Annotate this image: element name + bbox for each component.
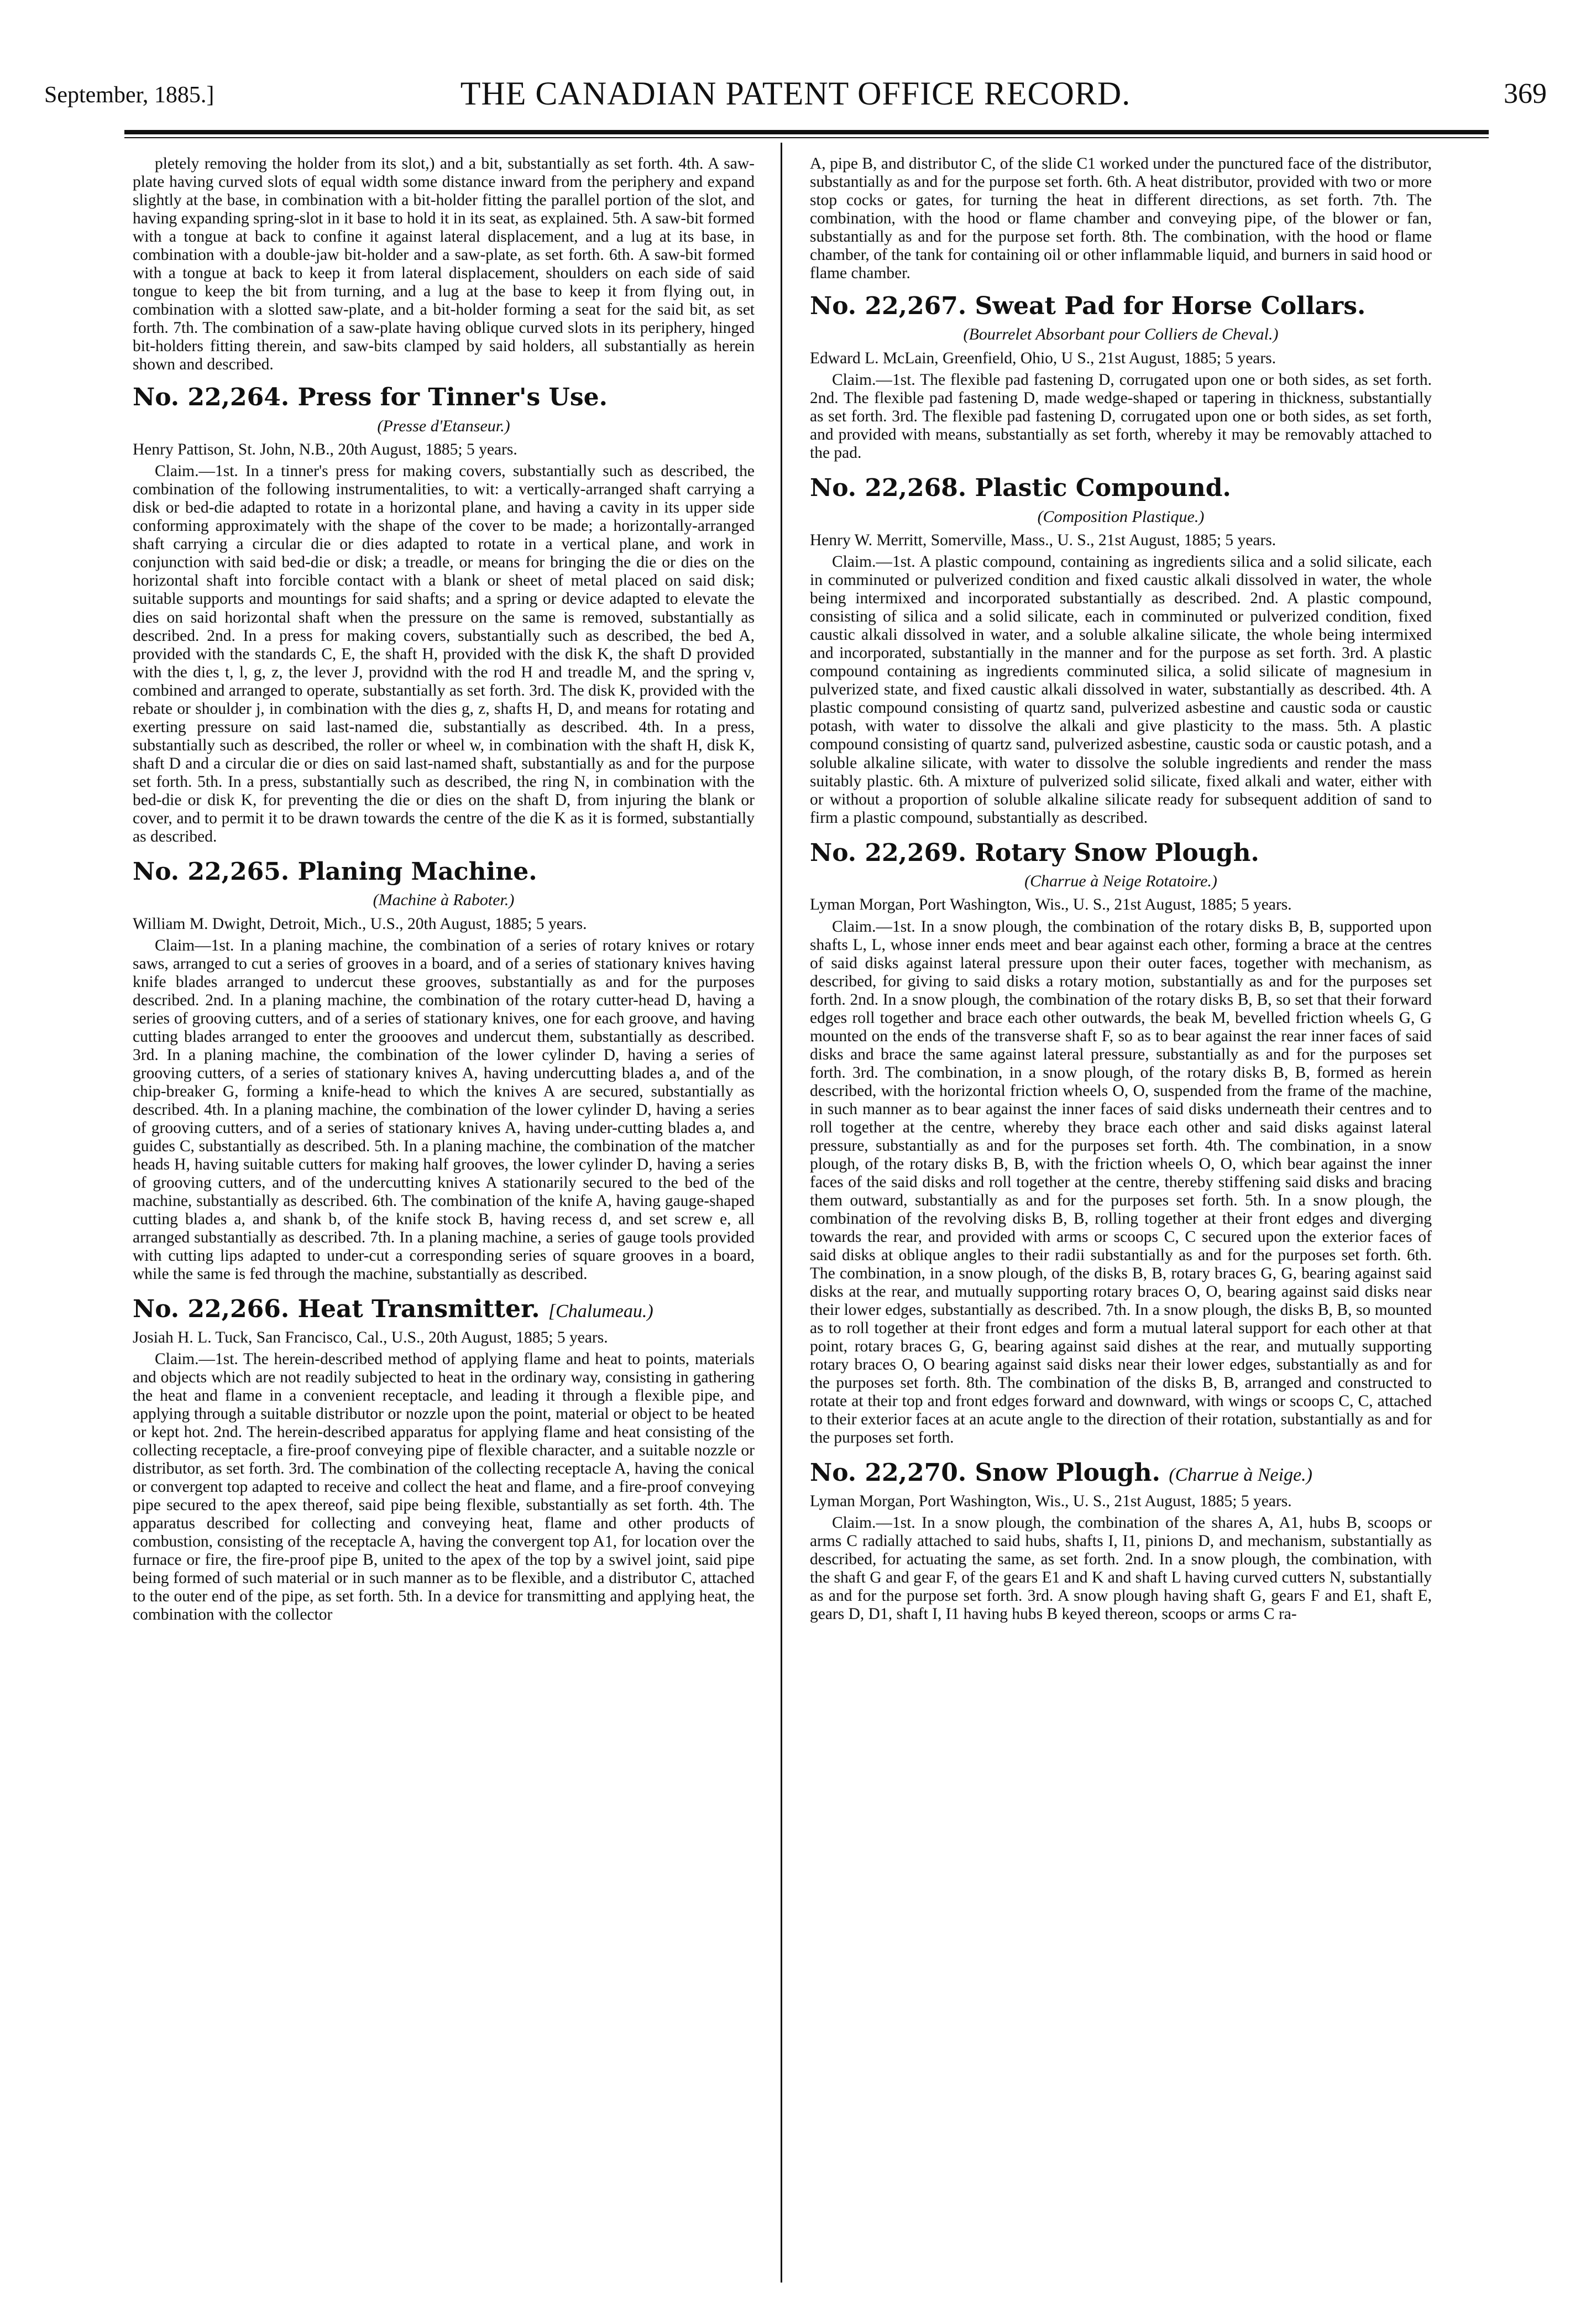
french-title: [Chalumeau.): [548, 1301, 653, 1322]
page-number: 369: [1504, 78, 1547, 109]
claim-text: Claim—1st. In a planing machine, the combination of a series of rotary knives or rotary saws, arranged to cut a series of grooves in a board, and of a series of stationary knives having knife blades arranged to undercut these grooves, substantially as and for the purposes described. 2nd. In a planing machine, the combination of the rotary cutter-head D, having a series of grooving cutters, and of a series of stationary knives, one for each groove, and having cutting blades arranged to enter the groooves and undercut them, substantially as described. 3rd. In a planing machine, the combination of the lower cylinder D, having a series of grooving cutters, of a series of stationary knives A, having undercutting blades a, and of the chip-breaker G, forming a knife-head to which the knives A are secured, substantially as described. 4th. In a planing machine, the combination of the lower cylinder D, having a series of grooving cutters, and of a series of stationary knives A, having under-cutting blades a, and guides C, substantially as described. 5th. In a planing machine, the combination of the matcher heads H, having suitable cutters for making half grooves, the lower cylinder D, having a series of grooving cutters, and of the undercutting knives A stationarily secured to the bed of the machine, substantially as described. 6th. The combination of the knife A, having gauge-shaped cutting blades a, and shank b, of the knife stock B, having recess d, and set screw e, all arranged substantially as described. 7th. In a planing machine, a series of gauge tools provided with cutting lips adapted to under-cut a corresponding series of square grooves in a board, while the same is fed through the machine, substantially as described.: [133, 936, 755, 1283]
patent-title: No. 22,264. Press for Tinner's Use.: [133, 383, 608, 412]
inventor-line: Henry W. Merritt, Somerville, Mass., U. S., 21st August, 1885; 5 years.: [810, 531, 1276, 550]
publication-title: THE CANADIAN PATENT OFFICE RECORD.: [460, 75, 1131, 112]
page-header: [44, 50, 1547, 127]
inventor-line: William M. Dwight, Detroit, Mich., U.S., 20th August, 1885; 5 years.: [133, 915, 587, 933]
patent-title: No. 22,266. Heat Transmitter.: [133, 1295, 540, 1324]
continuation-text: A, pipe B, and distributor C, of the slide C1 worked under the punctured face of the distributor, substantially as and for the purpose set forth. 6th. A heat distributor, provided with two or more stop cocks or gates, for turning the heat in different directions, as set forth. 7th. The combination, with the hood or flame chamber and conveying pipe, of the blower or fan, substantially as and for the purpose set forth. 8th. The combination, with the hood or flame chamber, of the tank for containing oil or other inflammable liquid, and burners in said hood or flame chamber.: [810, 155, 1432, 283]
continuation-text: pletely removing the holder from its slot,) and a bit, substantially as set forth. 4th. A saw-plate having curved slots of equal width some distance inward from the periphery and expand slightly at the base, in combination with a bit-holder fitting the parallel portion of the slot, and having expanding spring-slot in it base to hold it in its seat, as explained. 5th. A saw-bit formed with a tongue at back to confine it against lateral displacement, and a lug at its base, in combination with a double-jaw bit-holder and a saw-plate, as set forth. 6th. A saw-bit formed with a tongue at back to keep it from lateral displacement, shoulders on each side of said tongue to keep the bit from turning, and a lug at the base to keep it from flying out, in combination with a slotted saw-plate, and a bit-holder forming a seat for the said bit, as set forth. 7th. The combination of a saw-plate having oblique curved slots in its periphery, hinged bit-holders fitting therein, and saw-bits clamped by said holders, all substantially as herein shown and described.: [133, 155, 755, 374]
french-title: (Composition Plastique.): [1037, 507, 1205, 526]
inventor-line: Edward L. McLain, Greenfield, Ohio, U S., 21st August, 1885; 5 years.: [810, 349, 1276, 368]
patent-title-row: [133, 1296, 755, 1323]
patent-title: No. 22,267. Sweat Pad for Horse Collars.: [810, 292, 1366, 321]
claim-text: Claim.—1st. In a snow plough, the combination of the shares A, A1, hubs B, scoops or arms C radially attached to said hubs, shafts I, I1, pinions D, and mechanism, substantially as described, for actuating the same, as set forth. 2nd. In a snow plough, the combination, with the shaft G and gear F, of the gears E1 and K and shaft L having curved cutters N, substantially as and for the purpose set forth. 3rd. A snow plough having shaft G, gears F and E1, shaft E, gears D, D1, shaft I, I1 having hubs B keyed thereon, scoops or arms C ra-: [810, 1513, 1432, 1623]
patent-title: No. 22,270. Snow Plough.: [810, 1459, 1160, 1487]
claim-text: Claim.—1st. A plastic compound, containing as ingredients silica and a solid silicate, each in comminuted or pulverized condition and fixed caustic alkali dissolved in water, the whole being intermixed and incorporated substantially as described. 2nd. A plastic compound, consisting of silica and a solid silicate, each in comminuted or pulverized condition, fixed caustic alkali dissolved in water, and a soluble alkaline silicate, the whole being intermixed and incorporated, substantially in the manner and for the purpose as set forth. 3rd. A plastic compound containing as ingredients comminuted silica, a solid silicate of magnesium in pulverized state, and fixed caustic alkali dissolved in water, substantially as described. 4th. A plastic compound consisting of quartz sand, pulverized asbestine and caustic soda or caustic potash, with water to dissolve the alkali and give plasticity to the mass. 5th. A plastic compound consisting of quartz sand, pulverized asbestine, caustic soda or caustic potash, and a soluble alkaline silicate, with water to dissolve the soluble ingredients and render the mass suitably plastic. 6th. A mixture of pulverized solid silicate, fixed alkali and water, either with or without a proportion of soluble alkaline silicate ready for subsequent addition of sand to firm a plastic compound, substantially as described.: [810, 553, 1432, 827]
column-divider: [781, 143, 782, 2283]
left-column: [133, 155, 755, 2284]
header-rule-thin: [124, 137, 1489, 138]
patent-entry-22270: [810, 1459, 1432, 1623]
french-title: (Charrue à Neige Rotatoire.): [1024, 871, 1217, 890]
patent-entry-22269: [810, 839, 1432, 1448]
french-title: (Machine à Raboter.): [373, 891, 515, 910]
patent-entry-22266: [133, 1296, 755, 1624]
patent-entry-22267: [810, 293, 1432, 462]
patent-title: No. 22,269. Rotary Snow Plough.: [810, 838, 1259, 867]
patent-title: No. 22,268. Plastic Compound.: [810, 474, 1231, 503]
inventor-line: Henry Pattison, St. John, N.B., 20th August, 1885; 5 years.: [133, 441, 517, 459]
issue-date: September, 1885.]: [44, 82, 214, 108]
claim-text: Claim.—1st. The herein-described method of applying flame and heat to points, materials and objects which are not readily subjected to heat in the ordinary way, consisting in gathering the heat and flame in a convenient receptacle, and leading it through a flexible pipe, and applying through a suitable distributor or nozzle upon the point, material or object to be heated or kept hot. 2nd. The herein-described apparatus for applying flame and heat consisting of the collecting receptacle, a fire-proof conveying pipe of flexible character, and a suitable nozzle or distributor, as set forth. 3rd. The combination of the collecting receptacle A, having the conical or convergent top adapted to receive and collect the heat and flame, and a fire-proof conveying pipe secured to the apex thereof, said pipe being flexible, substantially as set forth. 4th. The apparatus described for collecting and conveying heat, flame and other products of combustion, consisting of the receptacle A, having the convergent top A1, for location over the furnace or fire, the fire-proof pipe B, united to the apex of the top by a swivel joint, said pipe being formed of such material or in such manner as to be flexible, and a distributor C, attached to the outer end of the pipe, as set forth. 5th. In a device for transmitting and applying heat, the combination with the collector: [133, 1350, 755, 1624]
patent-entry-22264: [133, 384, 755, 846]
inventor-line: Lyman Morgan, Port Washington, Wis., U. S., 21st August, 1885; 5 years.: [810, 1492, 1292, 1510]
claim-text: Claim.—1st. In a tinner's press for making covers, substantially such as described, the combination of the following instrumentalities, to wit: a vertically-arranged shaft carrying a disk or bed-die adapted to rotate in a horizontal plane, and having a cavity in its upper side conforming approximately with the shape of the cover to be made; a horizontally-arranged shaft carrying a circular die or dies adapted to rotate in a vertical plane, and work in conjunction with said bed-die or disk; a treadle, or means for bringing the die or dies on the horizontal shaft into forcible contact with a blank or sheet of metal placed on said disk; suitable supports and mountings for said shafts; and a spring or device adapted to elevate the dies on said horizontal shaft when the pressure on the same is removed, substantially as described. 2nd. In a press for making covers, substantially such as described, the bed A, provided with the standards C, E, the shaft H, provided with the disk K, the shaft D provided with the dies t, l, g, z, the lever J, providnd with the rod H and treadle M, and the spring v, combined and arranged to operate, substantially as set forth. 3rd. The disk K, provided with the rebate or shoulder j, in combination with the dies g, z, shafts H, D, and means for rotating and exerting pressure on said last-named die, substantially as described. 4th. In a press, substantially such as described, the roller or wheel w, in combination with the shaft H, disk K, shaft D and a circular die or dies on said last-named shaft, substantially as and for the purpose set forth. 5th. In a press, substantially such as described, the ring N, in combination with the bed-die or disk K, for preventing the die or dies on the shaft D, from injuring the blank or cover, and to permit it to be drawn towards the centre of the die K as it is formed, substantially as described.: [133, 462, 755, 845]
french-title: (Charrue à Neige.): [1169, 1465, 1312, 1486]
french-title: (Presse d'Etanseur.): [377, 416, 510, 435]
patent-title: No. 22,265. Planing Machine.: [133, 857, 537, 886]
french-title: (Bourrelet Absorbant pour Colliers de Cheval.): [963, 325, 1279, 344]
header-rule-thick: [124, 130, 1489, 134]
inventor-line: Josiah H. L. Tuck, San Francisco, Cal., U.S., 20th August, 1885; 5 years.: [133, 1328, 608, 1346]
right-column: [810, 155, 1432, 2284]
claim-text: Claim.—1st. The flexible pad fastening D, corrugated upon one or both sides, as set forth. 2nd. The flexible pad fastening D, made wedge-shaped or tapering in thickness, substantially as set forth. 3rd. The flexible pad fastening D, corrugated upon one or both sides, as set forth, and provided with means, substantially as set forth, whereby it may be removably attached to the pad.: [810, 371, 1432, 462]
patent-entry-22268: [810, 474, 1432, 827]
patent-entry-22265: [133, 858, 755, 1283]
patent-title-row: [810, 1459, 1432, 1486]
claim-text: Claim.—1st. In a snow plough, the combination of the rotary disks B, B, supported upon shafts L, L, whose inner ends meet and bear against each other, forming a brace at the centres of said disks against lateral pressure upon their outer faces, together with mechanism, as described, for giving to said disks a rotary motion, substantially as and for the purposes set forth. 2nd. In a snow plough, the combination of the rotary disks B, B, so set that their forward edges roll together and brace each other outwards, the beak M, bevelled friction wheels G, G mounted on the ends of the transverse shaft F, so as to bear against the rear inner faces of said disks and brace the same against lateral pressure, substantially as and for the purposes set forth. 3rd. The combination, in a snow plough, of the rotary disks B, B, formed as herein described, with the horizontal friction wheels O, O, suspended from the frame of the machine, in such manner as to bear against the inner faces of said disks underneath their centres and to roll together at the centre, whereby they brace each other and said disks against lateral pressure, substantially as and for the purposes set forth. 4th. The combination, in a snow plough, of the rotary disks B, B, with the friction wheels O, O, which bear against the inner faces of the said disks and roll together at the centre, thereby stiffening said disks and bracing them outward, substantially as and for the purposes set forth. 5th. In a snow plough, the combination of the revolving disks B, B, rolling together at their front edges and diverging towards the rear, and provided with arms or scoops C, C secured upon the exterior faces of said disks at oblique angles to their radii substantially as and for the purposes set forth. 6th. The combination, in a snow plough, of the disks B, B, rotary braces G, G, bearing against said disks at the rear, and mutually supporting rotary braces O, O, bearing against said disks near their lower edges, substantially as described. 7th. In a snow plough, the disks B, B, so mounted as to roll together at their front edges and form a mutual lateral support for each other at that point, rotary braces G, G, bearing against said dishes at the rear, and mutually supporting rotary braces O, O bearing against said disks near their lower edges, substantially as and for the purposes set forth. 8th. The combination of the disks B, B, arranged and constructed to rotate at their top and front edges forward and downward, with wings or scoops C, C, attached to their exterior faces at an acute angle to the direction of their rotation, substantially as and for the purposes set forth.: [810, 917, 1432, 1447]
inventor-line: Lyman Morgan, Port Washington, Wis., U. S., 21st August, 1885; 5 years.: [810, 896, 1292, 914]
